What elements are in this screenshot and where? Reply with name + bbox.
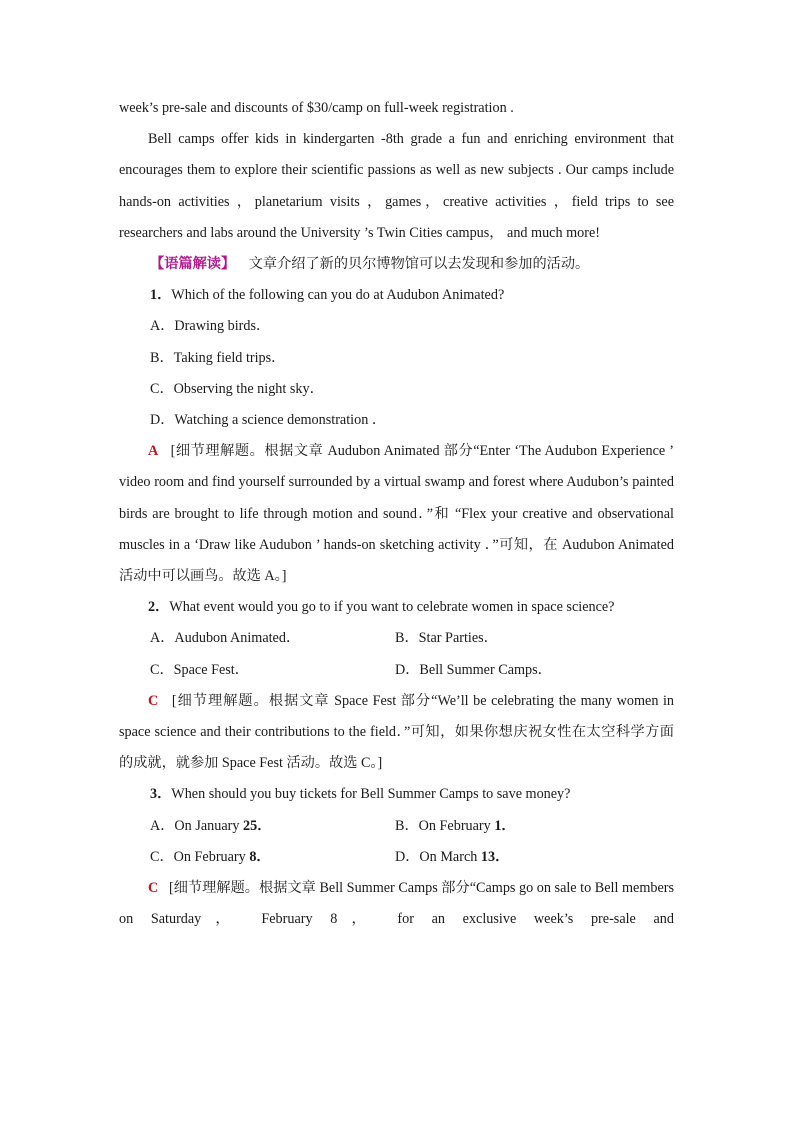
question-3-option-c — [150, 842, 395, 873]
question-2-option-a: A．Audubon Animated． — [150, 630, 301, 647]
question-1-number: 1． — [150, 287, 172, 304]
question-3-options-row-1 — [119, 811, 674, 842]
question-3-option-b-date: 1． — [494, 817, 516, 834]
question-2-text: What event would you go to if you want to celebrate women in space science? — [169, 599, 615, 616]
question-3-text: When should you buy tickets for Bell Summer Camps to save money? — [171, 786, 571, 803]
question-1-option-a: A．Drawing birds． — [150, 318, 271, 335]
question-1-option-b: B．Taking field trips． — [150, 349, 286, 366]
question-1-text: Which of the following can you do at Audubon Animated? — [171, 287, 505, 304]
question-3-options-row-2 — [119, 842, 674, 873]
question-2-answer: C — [148, 692, 159, 709]
question-3-option-b-text: B．On February — [395, 817, 495, 834]
question-3-number: 3． — [150, 786, 172, 803]
question-2-option-c: C．Space Fest． — [150, 661, 249, 678]
summary-text: 文章介绍了新的贝尔博物馆可以去发现和参加的活动。 — [248, 256, 590, 273]
question-3-option-d-date: 13． — [480, 848, 510, 865]
question-3-option-d — [395, 842, 509, 873]
question-2-options-row-2 — [119, 655, 674, 686]
question-3-option-c-date: 8． — [249, 848, 271, 865]
document-body — [119, 93, 674, 935]
question-3-option-c-text: C．On February — [150, 848, 250, 865]
passage-summary — [119, 249, 674, 280]
question-1-answer: A — [148, 443, 159, 460]
question-3-option-a-date: 25． — [243, 817, 272, 834]
question-1 — [119, 280, 674, 311]
question-2-options-row-1 — [119, 623, 674, 654]
passage-paragraph-continued: week’s pre‑sale and discounts of $30/camp on full‑week registration . — [119, 100, 514, 116]
question-2-explanation — [119, 686, 674, 780]
question-1-explanation-text: [细节理解题。根据文章 Audubon Animated 部分“Enter ‘The Audubon Experience ’ video room and find yourself surrounded by a virtual swamp and forest where Audubon’s painted birds are brought to life through motion and sound．”和 “Flex your creative and observational muscles in a ‘Draw like Audubon ’ hands‑on sketching activity ．”可知，在 Audubon Animated 活动中可以画鸟。故选 A。] — [119, 443, 674, 585]
question-2-option-b: B．Star Parties． — [395, 630, 498, 647]
question-3 — [119, 779, 674, 810]
question-2-number: 2． — [148, 599, 170, 616]
question-3-answer: C — [148, 880, 159, 897]
question-2-option-d: D．Bell Summer Camps． — [395, 661, 552, 678]
question-3-option-a-text: A．On January — [150, 817, 243, 834]
passage-paragraph-bell-camps: Bell camps offer kids in kindergarten ‑8th grade a fun and enriching environment that encourages them to explore their scientific passions as well as new subjects . Our camps include hands‑on activities ，planetarium visits ，games，creative activities ，field trips to see researchers and labs around the University ’s Twin Cities campus， and much more! — [119, 131, 674, 241]
question-1-option-d: D．Watching a science demonstration ． — [150, 412, 387, 429]
question-3-option-d-text: D．On March — [395, 848, 481, 865]
question-3-option-a — [150, 811, 395, 842]
summary-tag: 【语篇解读】 — [150, 256, 236, 273]
question-3-explanation-text: [细节理解题。根据文章 Bell Summer Camps 部分“Camps go on sale to Bell members on Saturday， February 8， for an exclusive week’s pre‑sale and — [119, 880, 675, 928]
question-3-explanation — [119, 873, 674, 935]
question-1-option-c: C．Observing the night sky． — [150, 380, 324, 397]
question-3-option-b — [395, 811, 516, 842]
question-2 — [119, 592, 674, 623]
question-2-explanation-text: [细节理解题。根据文章 Space Fest 部分“We’ll be celebrating the many women in space science and their contributions to the field．”可知，如果你想庆祝女性在太空科学方面的成就，就参加 Space Fest 活动。故选 C。] — [119, 692, 675, 772]
question-1-explanation — [119, 436, 674, 592]
